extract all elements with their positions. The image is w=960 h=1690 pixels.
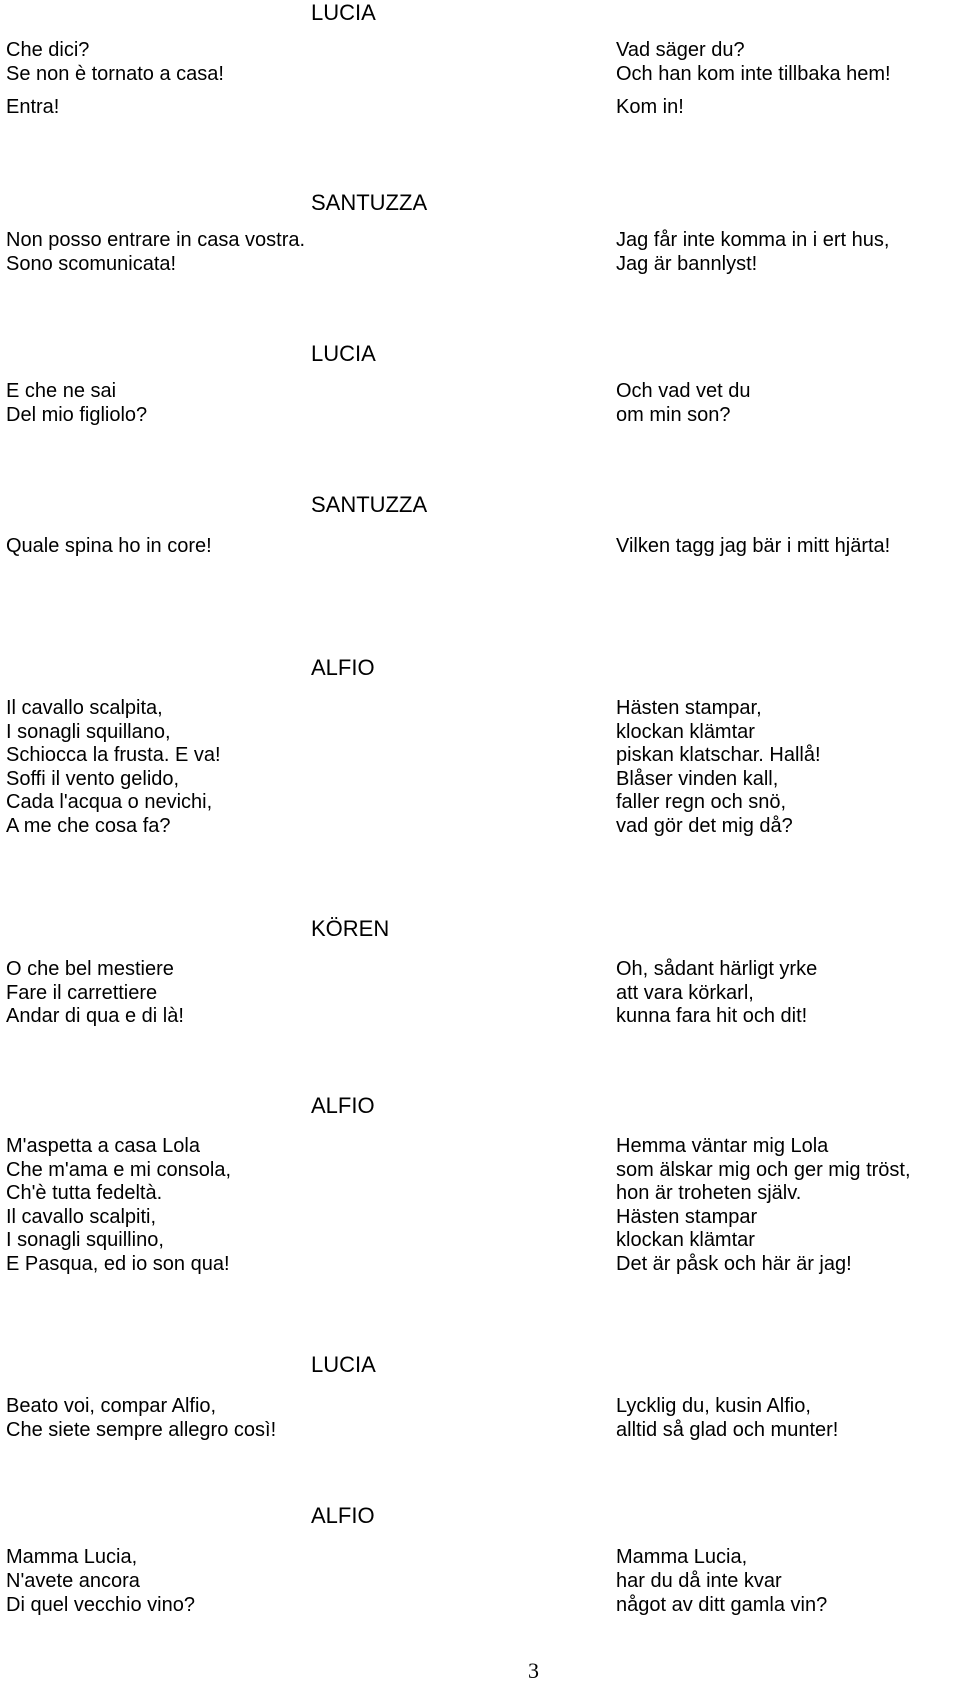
swedish-lines xyxy=(616,697,821,839)
swedish-line: Och vad vet du xyxy=(616,380,751,402)
swedish-lines xyxy=(616,1394,838,1442)
italian-line: Fare il carrettiere xyxy=(6,981,158,1004)
italian-line: Ch'è tutta fedeltà. xyxy=(6,1182,163,1205)
italian-line: Entra! xyxy=(6,96,60,118)
swedish-line: Hästen stampar, xyxy=(616,697,762,719)
italian-line: Non posso entrare in casa vostra. xyxy=(6,229,306,251)
italian-line: E che ne sai xyxy=(6,380,117,402)
speaker-heading: SANTUZZA xyxy=(311,190,428,215)
swedish-line: faller regn och snö, xyxy=(616,791,787,814)
italian-line: E Pasqua, ed io son qua! xyxy=(6,1252,230,1275)
italian-line: Sono scomunicata! xyxy=(6,253,177,275)
italian-lines xyxy=(6,1135,231,1277)
swedish-lines xyxy=(616,228,889,276)
swedish-line: något av ditt gamla vin? xyxy=(616,1594,828,1616)
italian-lines xyxy=(6,697,221,839)
italian-line: I sonagli squillino, xyxy=(6,1229,164,1252)
swedish-line: Hästen stampar xyxy=(616,1205,758,1228)
italian-line: Del mio figliolo? xyxy=(6,404,148,426)
italian-line: M'aspetta a casa Lola xyxy=(6,1135,200,1157)
italian-line: Se non è tornato a casa! xyxy=(6,63,224,85)
speaker-heading: LUCIA xyxy=(311,341,376,366)
swedish-line: Vad säger du? xyxy=(616,39,745,61)
swedish-lines xyxy=(616,958,817,1029)
italian-line: Di quel vecchio vino? xyxy=(6,1594,195,1616)
italian-lines xyxy=(6,958,184,1029)
swedish-line: Kom in! xyxy=(616,96,684,118)
italian-line: Andar di qua e di là! xyxy=(6,1005,184,1028)
swedish-line: Blåser vinden kall, xyxy=(616,767,779,790)
swedish-line: hon är troheten själv. xyxy=(616,1182,802,1205)
swedish-line: Oh, sådant härligt yrke xyxy=(616,958,818,980)
speaker-heading: ALFIO xyxy=(311,1503,375,1528)
italian-line: Beato voi, compar Alfio, xyxy=(6,1395,217,1417)
italian-lines xyxy=(6,379,147,427)
italian-line: A me che cosa fa? xyxy=(6,814,171,837)
swedish-line: Vilken tagg jag bär i mitt hjärta! xyxy=(616,535,891,557)
italian-line: Mamma Lucia, xyxy=(6,1546,138,1568)
swedish-line: att vara körkarl, xyxy=(616,981,754,1004)
italian-line: Il cavallo scalpita, xyxy=(6,697,163,719)
italian-line: Che m'ama e mi consola, xyxy=(6,1158,232,1181)
italian-line: O che bel mestiere xyxy=(6,958,174,980)
italian-lines xyxy=(6,228,305,276)
italian-line: Cada l'acqua o nevichi, xyxy=(6,791,213,814)
swedish-line: Hemma väntar mig Lola xyxy=(616,1135,829,1157)
swedish-line: Det är påsk och här är jag! xyxy=(616,1252,852,1275)
swedish-lines xyxy=(616,379,751,427)
swedish-line: klockan klämtar xyxy=(616,720,755,743)
italian-line: Soffi il vento gelido, xyxy=(6,767,180,790)
swedish-line: piskan klatschar. Hallå! xyxy=(616,744,821,767)
swedish-line: vad gör det mig då? xyxy=(616,814,793,837)
swedish-lines xyxy=(616,38,891,119)
italian-line: Schiocca la frusta. E va! xyxy=(6,744,221,767)
speaker-heading: SANTUZZA xyxy=(311,492,428,517)
italian-line: Quale spina ho in core! xyxy=(6,535,212,557)
italian-lines xyxy=(6,1545,195,1617)
swedish-line: Mamma Lucia, xyxy=(616,1546,748,1568)
speaker-heading: LUCIA xyxy=(311,1352,376,1377)
italian-line: I sonagli squillano, xyxy=(6,720,171,743)
swedish-line: har du då inte kvar xyxy=(616,1570,782,1592)
speaker-heading: LUCIA xyxy=(311,0,376,25)
swedish-line: som älskar mig och ger mig tröst, xyxy=(616,1158,911,1181)
page-number: 3 xyxy=(528,1658,539,1683)
italian-line: Che siete sempre allegro così! xyxy=(6,1419,277,1441)
swedish-line: klockan klämtar xyxy=(616,1229,755,1252)
italian-line: N'avete ancora xyxy=(6,1570,140,1592)
speaker-heading: ALFIO xyxy=(311,1093,375,1118)
italian-lines xyxy=(6,1394,276,1442)
italian-line: Che dici? xyxy=(6,39,90,61)
swedish-line: Lycklig du, kusin Alfio, xyxy=(616,1395,811,1417)
swedish-lines xyxy=(616,1135,911,1277)
swedish-line: Och han kom inte tillbaka hem! xyxy=(616,63,891,85)
swedish-line: Jag får inte komma in i ert hus, xyxy=(616,229,890,251)
swedish-lines xyxy=(616,534,890,558)
speaker-heading: KÖREN xyxy=(311,916,390,941)
swedish-line: Jag är bannlyst! xyxy=(616,253,758,275)
swedish-lines xyxy=(616,1545,827,1617)
italian-lines xyxy=(6,534,212,558)
italian-line: Il cavallo scalpiti, xyxy=(6,1205,157,1228)
swedish-line: kunna fara hit och dit! xyxy=(616,1005,808,1028)
italian-lines xyxy=(6,38,224,119)
speaker-heading: ALFIO xyxy=(311,655,375,680)
swedish-line: om min son? xyxy=(616,404,731,426)
swedish-line: alltid så glad och munter! xyxy=(616,1419,839,1441)
